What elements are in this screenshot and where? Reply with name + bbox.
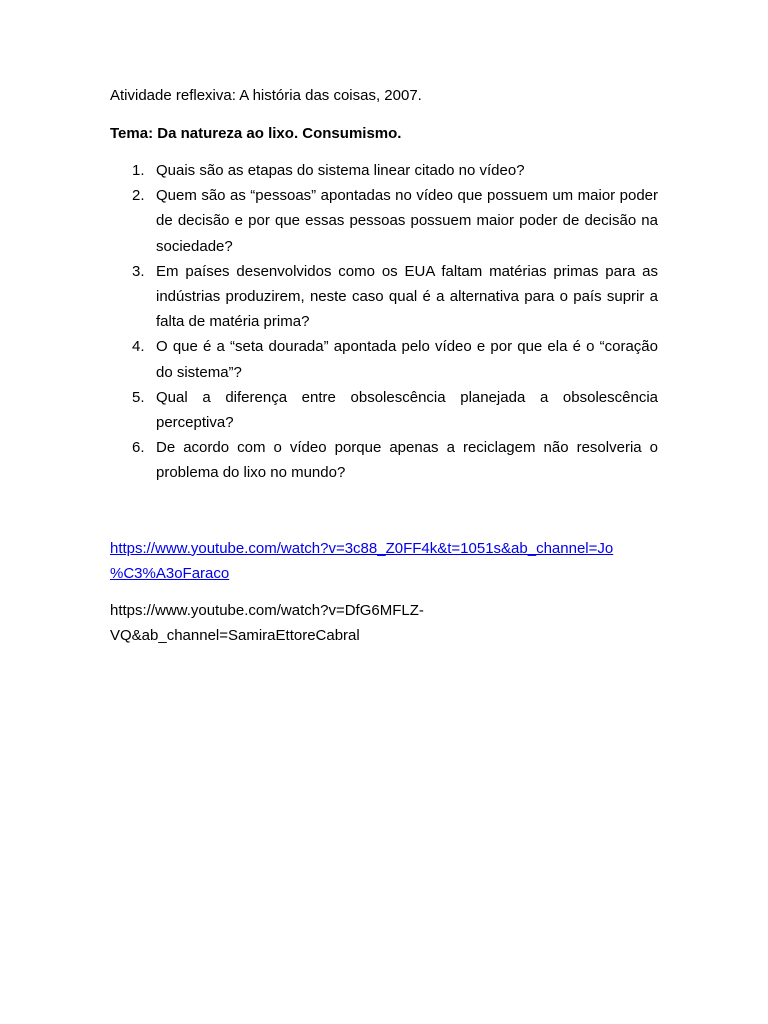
links-section bbox=[110, 536, 658, 648]
list-item bbox=[110, 183, 658, 259]
question-number: 3. bbox=[132, 262, 145, 280]
questions-list bbox=[110, 158, 658, 486]
document-page bbox=[110, 83, 658, 648]
question-number: 2. bbox=[132, 187, 145, 205]
list-item bbox=[110, 259, 658, 335]
question-number: 5. bbox=[132, 388, 145, 406]
question-text: Quais são as etapas do sistema linear citado no vídeo? bbox=[156, 162, 525, 179]
youtube-link-joao-faraco[interactable] bbox=[110, 536, 658, 586]
list-item bbox=[110, 435, 658, 485]
question-number: 4. bbox=[132, 338, 145, 356]
link-line-2: %C3%A3oFaraco bbox=[110, 564, 230, 582]
intro-line: Atividade reflexiva: A história das coisas, 2007. bbox=[110, 87, 422, 104]
question-text: Quem são as “pessoas” apontadas no vídeo que possuem um maior poder de decisão e por que essas pessoas possuem maior poder de decisão na sociedade? bbox=[156, 187, 658, 255]
url-line-1: https://www.youtube.com/watch?v=DfG6MFLZ- bbox=[110, 601, 424, 619]
list-item bbox=[110, 385, 658, 435]
question-number: 6. bbox=[132, 439, 145, 457]
youtube-url-text-samira bbox=[110, 598, 470, 648]
question-text: De acordo com o vídeo porque apenas a reciclagem não resolveria o problema do lixo no mundo? bbox=[156, 439, 658, 482]
list-item bbox=[110, 334, 658, 384]
question-text: Em países desenvolvidos como os EUA faltam matérias primas para as indústrias produzirem, neste caso qual é a alternativa para o país suprir a falta de matéria prima? bbox=[156, 262, 658, 331]
theme-heading: Tema: Da natureza ao lixo. Consumismo. bbox=[110, 125, 402, 142]
link-line-1: https://www.youtube.com/watch?v=3c88_Z0FF4k&t=1051s&ab_channel=Jo bbox=[110, 539, 614, 557]
question-number: 1. bbox=[132, 162, 145, 179]
list-item bbox=[110, 158, 658, 183]
question-text: Qual a diferença entre obsolescência planejada a obsolescência perceptiva? bbox=[156, 388, 658, 432]
url-line-2: VQ&ab_channel=SamiraEttoreCabral bbox=[110, 626, 360, 644]
question-text: O que é a “seta dourada” apontada pelo vídeo e por que ela é o “coração do sistema”? bbox=[156, 338, 658, 381]
